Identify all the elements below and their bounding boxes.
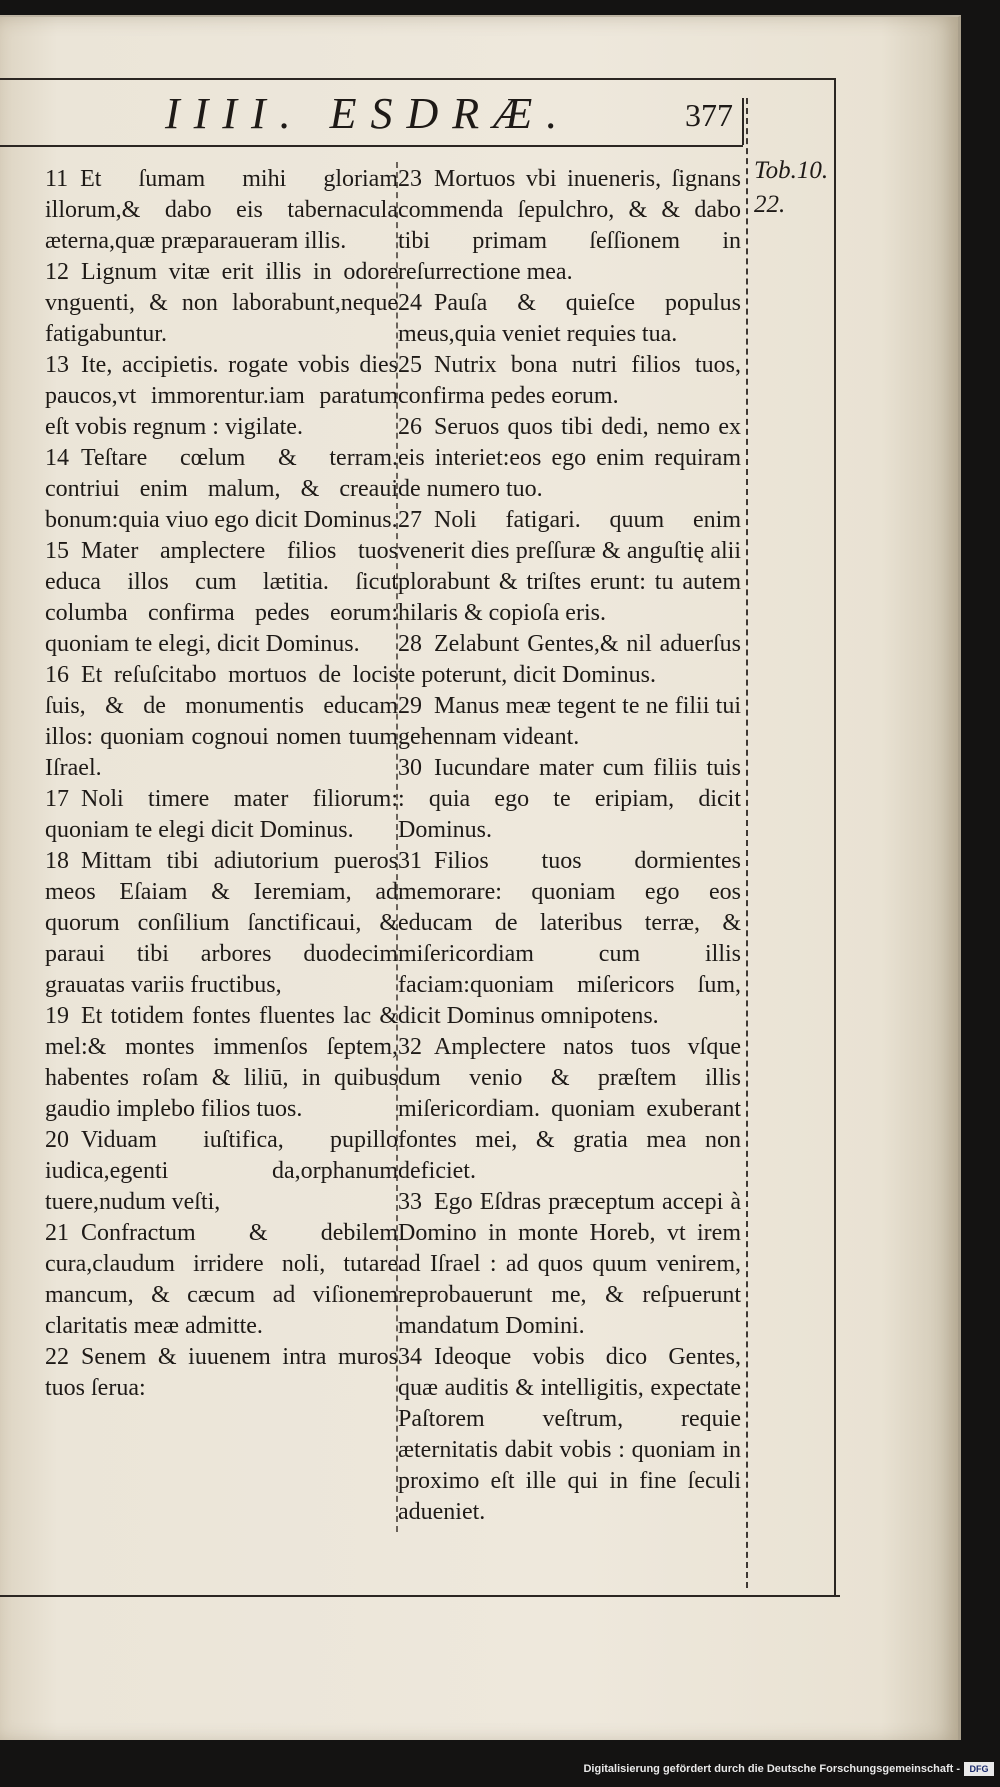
verse-text: Viduam iuſtifica, pupillo iudica,egenti da,orphanum tuere,nudum veſti,	[45, 1127, 398, 1215]
verse-number: 22	[45, 1344, 69, 1370]
margin-reference-verse: 22.	[754, 191, 786, 218]
verse-text: Mittam tibi adiutorium pueros meos Eſaiam & Ieremiam, ad quorum conſilium ſanctificaui, & paraui tibi arbores duodecim grauatas variis fructibus,	[45, 848, 398, 998]
margin-divider	[746, 98, 748, 1588]
bottom-rule	[0, 1595, 840, 1597]
verse	[398, 753, 741, 846]
verse-text: Confractum & debilem cura,claudum irridere noli, tutare mancum, & cæcum ad viſionem claritatis meæ admitte.	[45, 1220, 398, 1339]
verse	[398, 288, 741, 350]
verse	[45, 846, 398, 1001]
header-rule	[0, 145, 743, 147]
verse-text: Et reſuſcitabo mortuos de locis ſuis, & de monumentis educam illos: quoniam cognoui nomen tuum Iſrael.	[45, 662, 398, 781]
verse-text: Ite, accipietis. rogate vobis dies paucos,vt immorentur.iam paratum eſt vobis regnum : vigilate.	[45, 352, 398, 440]
verse-number: 32	[398, 1034, 422, 1060]
page-number: 377	[685, 97, 733, 133]
verse-text: Et ſumam mihi gloriam illorum,& dabo eis tabernacula æterna,quæ præparaueram illis.	[45, 166, 398, 254]
verse-number: 19	[45, 1003, 69, 1029]
verse	[45, 536, 398, 660]
verse-text: Filios tuos dormientes memorare: quoniam ego eos educam de lateribus terræ, & miſericordiam cum illis faciam:quoniam miſericors ſum, dicit Dominus omnipotens.	[398, 848, 741, 1029]
verse	[45, 1218, 398, 1342]
verse-number: 18	[45, 848, 69, 874]
verse-number: 17	[45, 786, 69, 812]
verse-number: 24	[398, 290, 422, 316]
verse-text: Seruos quos tibi dedi, nemo ex eis interiet:eos ego enim requiram de numero tuo.	[398, 414, 741, 502]
digitization-credit: Digitalisierung gefördert durch die Deutsche Forschungsgemeinschaft -	[583, 1763, 960, 1775]
verse-text: Et totidem fontes fluentes lac & mel:& montes immenſos ſeptem, habentes roſam & liliū, in quibus gaudio implebo filios tuos.	[45, 1003, 398, 1122]
verse-number: 33	[398, 1189, 422, 1215]
verse-text: Manus meæ tegent te ne filii tui gehennam videant.	[398, 693, 741, 750]
verse-text: Noli timere mater filiorum: quoniam te elegi dicit Dominus.	[45, 786, 398, 843]
running-title: IIII. ESDRÆ.	[165, 89, 572, 138]
verse	[45, 660, 398, 784]
left-text-column	[45, 164, 398, 1404]
verse-number: 30	[398, 755, 422, 781]
verse	[398, 164, 741, 288]
verse-number: 16	[45, 662, 69, 688]
verse-number: 15	[45, 538, 69, 564]
verse-number: 13	[45, 352, 69, 378]
top-rule	[0, 78, 835, 80]
verse	[45, 1125, 398, 1218]
verse-number: 26	[398, 414, 422, 440]
verse	[398, 1342, 741, 1528]
right-text-column	[398, 164, 741, 1528]
verse	[45, 1342, 398, 1404]
verse-text: Mortuos vbi inueneris, ſignans commenda ſepulchro, & & dabo tibi primam ſeſſionem in reſurrectione mea.	[398, 166, 741, 285]
verse-text: Lignum vitæ erit illis in odore vnguenti, & non laborabunt,neque fatigabuntur.	[45, 259, 398, 347]
verse-number: 29	[398, 693, 422, 719]
verse-number: 34	[398, 1344, 422, 1370]
verse-number: 23	[398, 166, 422, 192]
verse	[398, 1032, 741, 1187]
verse	[398, 846, 741, 1032]
margin-reference-book: Tob.10.	[754, 157, 829, 184]
verse	[398, 691, 741, 753]
verse-text: Mater amplectere filios tuos educa illos cum lætitia. ſicut columba confirma pedes eorum: quoniam te elegi, dicit Dominus.	[45, 538, 398, 657]
verse-number: 31	[398, 848, 422, 874]
verse-text: Teſtare cœlum & terram. contriui enim malum, & creaui bonum:quia viuo ego dicit Dominus.	[45, 445, 398, 533]
verse-text: Pauſa & quieſce populus meus,quia veniet requies tua.	[398, 290, 741, 347]
verse	[45, 443, 398, 536]
verse-text: Amplectere natos tuos vſque dum venio & præſtem illis miſericordiam. quoniam exuberant fontes mei, & gratia mea non deficiet.	[398, 1034, 741, 1184]
verse-number: 28	[398, 631, 422, 657]
verse-text: Zelabunt Gentes,& nil aduerſus te poterunt, dicit Dominus.	[398, 631, 741, 688]
margin-reference	[754, 154, 844, 222]
verse	[45, 1001, 398, 1125]
verse	[45, 784, 398, 846]
verse-text: Nutrix bona nutri filios tuos, confirma pedes eorum.	[398, 352, 741, 409]
verse	[398, 350, 741, 412]
verse-text: Senem & iuuenem intra muros tuos ſerua:	[45, 1344, 398, 1401]
verse	[45, 164, 398, 257]
dfg-logo: DFG	[964, 1762, 994, 1776]
verse	[398, 505, 741, 629]
verse-number: 14	[45, 445, 69, 471]
verse	[45, 350, 398, 443]
text-block-right-rule	[742, 98, 744, 145]
verse-text: Ideoque vobis dico Gentes, quæ auditis & intelligitis, expectate Paſtorem veſtrum, requie æternitatis dabit vobis : quoniam in proximo eſt ille qui in fine ſeculi adueniet.	[398, 1344, 741, 1525]
verse-number: 20	[45, 1127, 69, 1153]
verse-number: 25	[398, 352, 422, 378]
verse	[45, 257, 398, 350]
verse-text: Ego Eſdras præceptum accepi à Domino in monte Horeb, vt irem ad Iſrael : ad quos quum venirem, reprobauerunt me, & reſpuerunt mandatum Domini.	[398, 1189, 741, 1339]
verse-number: 21	[45, 1220, 69, 1246]
verse-number: 27	[398, 507, 422, 533]
verse	[398, 412, 741, 505]
page-right-rule	[834, 78, 836, 1596]
verse-number: 12	[45, 259, 69, 285]
verse-text: Noli fatigari. quum enim venerit dies preſſuræ & anguſtię alii plorabunt & triſtes erunt: tu autem hilaris & copioſa eris.	[398, 507, 741, 626]
verse	[398, 629, 741, 691]
verse-text: Iucundare mater cum filiis tuis : quia ego te eripiam, dicit Dominus.	[398, 755, 741, 843]
verse-number: 11	[45, 166, 69, 192]
verse	[398, 1187, 741, 1342]
